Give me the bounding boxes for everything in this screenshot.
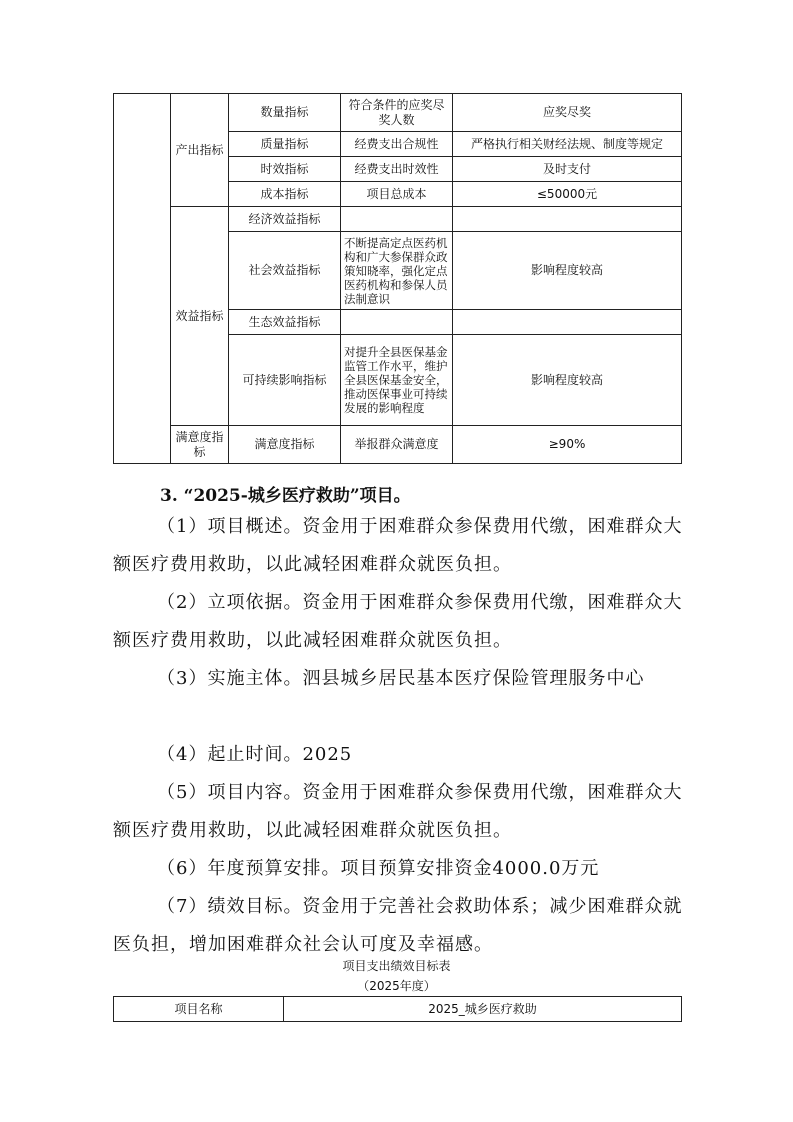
category-benefit: 效益指标 (171, 207, 229, 426)
indicator-name: 满意度指标 (229, 426, 341, 464)
indicator-name: 生态效益指标 (229, 310, 341, 335)
project-name-label: 项目名称 (114, 997, 284, 1022)
indicator-content: 不断提高定点医药机构和广大参保群众政策知晓率，强化定点医药机构和参保人员法制意识 (341, 232, 453, 310)
project-name-value: 2025_城乡医疗救助 (284, 997, 682, 1022)
paragraph-overview: （1）项目概述。资金用于困难群众参保费用代缴，困难群众大额医疗费用救助，以此减轻困难群众就医负担。 (113, 516, 683, 575)
indicator-content (341, 207, 453, 232)
indicator-value: 严格执行相关财经法规、制度等规定 (453, 132, 682, 157)
indicator-name: 质量指标 (229, 132, 341, 157)
indicator-content: 符合条件的应奖尽奖人数 (341, 94, 453, 132)
level1-blank-cell (114, 94, 171, 464)
indicator-content: 对提升全县医保基金监管工作水平，维护全县医保基金安全，推动医保事业可持续发展的影响程度 (341, 335, 453, 426)
paragraph-period: （4）起止时间。2025 (157, 744, 353, 765)
indicator-value: 影响程度较高 (453, 232, 682, 310)
indicator-content: 经费支出时效性 (341, 157, 453, 182)
paragraph-content: （5）项目内容。资金用于困难群众参保费用代缴，困难群众大额医疗费用救助，以此减轻困难群众就医负担。 (113, 782, 683, 841)
category-output: 产出指标 (171, 94, 229, 207)
indicator-name: 社会效益指标 (229, 232, 341, 310)
section-heading: 3. “2025-城乡医疗救助”项目。 (160, 486, 411, 506)
indicator-value (453, 207, 682, 232)
performance-indicator-table (113, 93, 682, 464)
indicator-content: 项目总成本 (341, 182, 453, 207)
table-caption-title: 项目支出绩效目标表 (342, 959, 451, 973)
indicator-name: 时效指标 (229, 157, 341, 182)
indicator-name: 经济效益指标 (229, 207, 341, 232)
indicator-content: 举报群众满意度 (341, 426, 453, 464)
indicator-value: ≤50000元 (453, 182, 682, 207)
paragraph-basis: （2）立项依据。资金用于困难群众参保费用代缴，困难群众大额医疗费用救助，以此减轻困难群众就医负担。 (113, 592, 683, 651)
indicator-name: 数量指标 (229, 94, 341, 132)
paragraph-budget: （6）年度预算安排。项目预算安排资金4000.0万元 (157, 858, 600, 879)
indicator-value: 应奖尽奖 (453, 94, 682, 132)
indicator-name: 可持续影响指标 (229, 335, 341, 426)
indicator-value: 影响程度较高 (453, 335, 682, 426)
indicator-content: 经费支出合规性 (341, 132, 453, 157)
indicator-content (341, 310, 453, 335)
indicator-value: ≥90% (453, 426, 682, 464)
project-name-table (113, 996, 682, 1022)
table-caption-year: （2025年度） (357, 979, 436, 993)
paragraph-entity: （3）实施主体。泗县城乡居民基本医疗保险管理服务中心 (157, 668, 645, 689)
category-satisfaction: 满意度指标 (171, 426, 229, 464)
paragraph-goal: （7）绩效目标。资金用于完善社会救助体系；减少困难群众就医负担，增加困难群众社会认可度及幸福感。 (113, 896, 683, 955)
indicator-name: 成本指标 (229, 182, 341, 207)
indicator-value (453, 310, 682, 335)
indicator-value: 及时支付 (453, 157, 682, 182)
